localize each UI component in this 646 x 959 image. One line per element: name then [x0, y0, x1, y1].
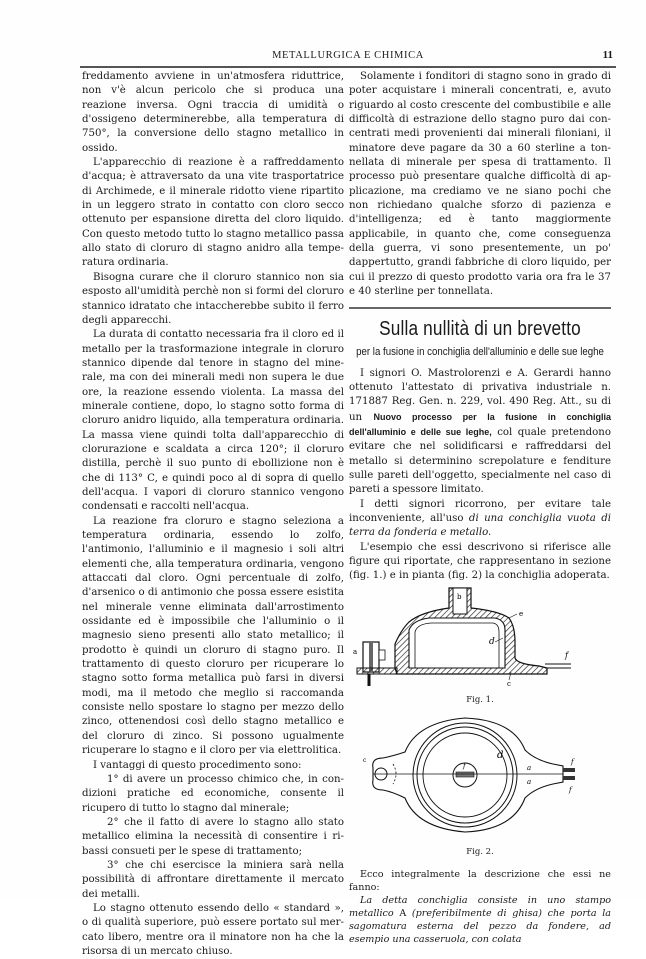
svg-text:e: e — [519, 609, 524, 618]
figure-1 — [349, 584, 611, 706]
svg-text:c: c — [507, 679, 511, 688]
paragraph: Lo stagno ottenuto essendo dello « standard », o di qualità superiore, può essere portato sul mercato libero, mentre ora il minatore non ha che la risorsa di un mercato chiuso. — [82, 902, 344, 957]
figure-2-caption: Fig. 2. — [466, 846, 494, 857]
svg-text:b: b — [457, 592, 462, 601]
svg-text:f: f — [571, 757, 574, 766]
article-subtitle: per la fusione in conchiglia dell'alluminio e delle sue leghe — [356, 345, 604, 358]
running-head — [83, 50, 613, 64]
page-number: 11 — [602, 49, 613, 61]
text: La detta conchiglia consiste in uno stampo metallico — [349, 894, 611, 919]
figure-1-caption: Fig. 1. — [466, 694, 494, 705]
svg-text:a: a — [353, 647, 358, 656]
running-title: METALLURGICA E CHIMICA — [272, 50, 424, 61]
paragraph: L'esempio che essi descrivono si riferisce alle figure qui riportate, che rappresentano in sezione (fig. 1.) e in pianta (fig. 2) la conchiglia adoperata. — [349, 541, 611, 582]
list-item: 1° di avere un processo chimico che, in condizioni pratiche ed economiche, consente il ricupero di tutto lo stagno dal minerale; — [82, 773, 344, 814]
list-item: 3° che chi esercisce la miniera sarà nella possibilità di affrontare direttamente il mercato dei metalli. — [82, 859, 344, 900]
article-title: Sulla nullità di un brevetto — [379, 317, 581, 340]
paragraph — [349, 498, 611, 541]
article-separator-rule — [349, 307, 611, 309]
text: col quale pretendono evitare che nel solidificarsi e raffreddarsi del metallo si determinino screpolature e fenditure sulle pareti dell'oggetto, specialmente nel caso di pareti a spessore limitato. — [349, 426, 611, 496]
text: I detti signori ricorrono, per evitare tale inconveniente, all'uso — [349, 498, 611, 524]
svg-text:f: f — [463, 761, 466, 770]
svg-text:a: a — [527, 763, 532, 772]
paragraph: Solamente i fonditori di stagno sono in grado di poter acquistare i minerali concentrati, e, avuto riguardo al costo crescente del combustibile e alle difficoltà di estrazione dello stagno puro dai concentrati medi provenienti dai minerali filoniani, il minatore deve pagare da 30 a 60 sterline a tonnellata di minerale per spesa di trattamento. Il processo può presentare qualche difficoltà di applicazione, ma crediamo ve ne siano pochi che non richiedano qualche sforzo di pazienza e d'intelligenza; ed è tanto maggiormente applicabile, in quanto che, come conseguenza della guerra, vi sono presentemente, un po' dappertutto, grandi fabbriche di cloro liquido, per cui il prezzo di questo prodotto varia ora fra le 37 e 40 sterline per tonnellata. — [349, 71, 611, 298]
svg-text:d: d — [497, 749, 504, 761]
header-rule — [80, 66, 616, 68]
paragraph: L'apparecchio di reazione è a raffreddamento d'acqua; è attraversato da una vite trasportatrice di Archimede, e il minerale ridotto viene ripartito in un leggero strato in contatto con cloro secco ottenuto per espansione diretta del cloro liquido. Con questo metodo tutto lo stagno metallico passa allo stato di cloruro di stagno anidro alla temperatura ordinaria. — [82, 157, 344, 269]
figure-2-plan-drawing — [349, 712, 611, 844]
svg-text:d: d — [489, 636, 495, 647]
patent-title: Nuovo processo per la fusione in conchiglia dell'alluminio e delle sue leghe, — [349, 411, 611, 437]
letter-a: A — [399, 907, 407, 919]
left-column — [82, 70, 344, 959]
svg-text:f: f — [565, 650, 568, 660]
emphasis: di una conchiglia vuota di terra da fonderia e metallo. — [349, 512, 611, 539]
figure-2 — [349, 712, 611, 858]
paragraph — [349, 367, 611, 498]
paragraph: I vantaggi di questo procedimento sono: — [93, 759, 302, 771]
paragraph: La reazione fra cloruro e stagno seleziona a temperatura ordinaria, essendo lo zolfo, l'antimonio, l'alluminio e il magnesio i soli altri elementi che, alla temperatura ordinaria, vengono attaccati dal cloro. Ogni percentuale di zolfo, d'arsenico o di antimonio che possa essere esistita nel minerale venne eliminata dall'arrostimento ossidante ed è impossibile che l'alluminio o il magnesio sieno presenti allo stato metallico; il prodotto è quindi un cloruro di stagno puro. Il trattamento di questo cloruro per ricuperare lo stagno sotto forma metallica può farsi in diversi modi, ma il metodo che meglio si raccomanda consiste nello spostare lo stagno per mezzo dello zinco, ottenendosi così dello stagno metallico e del cloruro di zinco. Si possono ugualmente ricuperare lo stagno e il cloro per via elettrolitica. — [82, 515, 344, 757]
svg-text:a: a — [527, 777, 532, 786]
text: I signori O. Mastrolorenzi e A. Gerardi hanno ottenuto l'attestato di privativa industriale n. 171887 Reg. Gen. n. 229, vol. 490 Reg. Att., su di un — [349, 367, 611, 423]
right-column — [349, 70, 611, 946]
text: (preferibilmente di ghisa) che porta la sagomatura esterna del pezzo da fondere, ad esempio una casseruola, con colata — [349, 907, 611, 945]
svg-text:f: f — [569, 785, 572, 794]
list-item: 2° che il fatto di avere lo stagno allo stato metallico elimina la necessità di consentire i ribassi consueti per le spese di trattamento; — [82, 816, 344, 857]
paragraph: Ecco integralmente la descrizione che essi ne fanno: — [349, 868, 611, 893]
paragraph: La durata di contatto necessaria fra il cloro ed il metallo per la trasformazione integrale in cloruro stannico dipende dal tenore in stagno del minerale, ma con dei minerali medi non supera le due ore, la reazione essendo violenta. La massa del minerale contiene, dopo, lo stagno sotto forma di cloruro anidro liquido, alla temperatura ordinaria. La massa viene quindi tolta dall'apparecchio di clorurazione e scaldata a circa 120°; il cloruro distilla, perchè il suo punto di ebollizione non è che di 113° C, e quindi poco al di sopra di quello dell'acqua. I vapori di cloruro stannico vengono condensati e raccolti nell'acqua. — [82, 329, 344, 513]
quoted-description — [349, 894, 611, 946]
paragraph: Bisogna curare che il cloruro stannico non sia esposto all'umidità perchè non si formi del cloruro stannico idratato che intaccherebbe subito il ferro degli apparecchi. — [82, 271, 344, 326]
figure-1-section-drawing — [349, 584, 611, 692]
paragraph: freddamento avviene in un'atmosfera riduttrice, non v'è alcun pericolo che si produca una reazione inversa. Ogni traccia di umidità o d'ossigeno determinerebbe, alla temperatura di 750°, la conversione dello stagno metallico in ossido. — [82, 71, 344, 154]
svg-text:c: c — [363, 756, 367, 764]
